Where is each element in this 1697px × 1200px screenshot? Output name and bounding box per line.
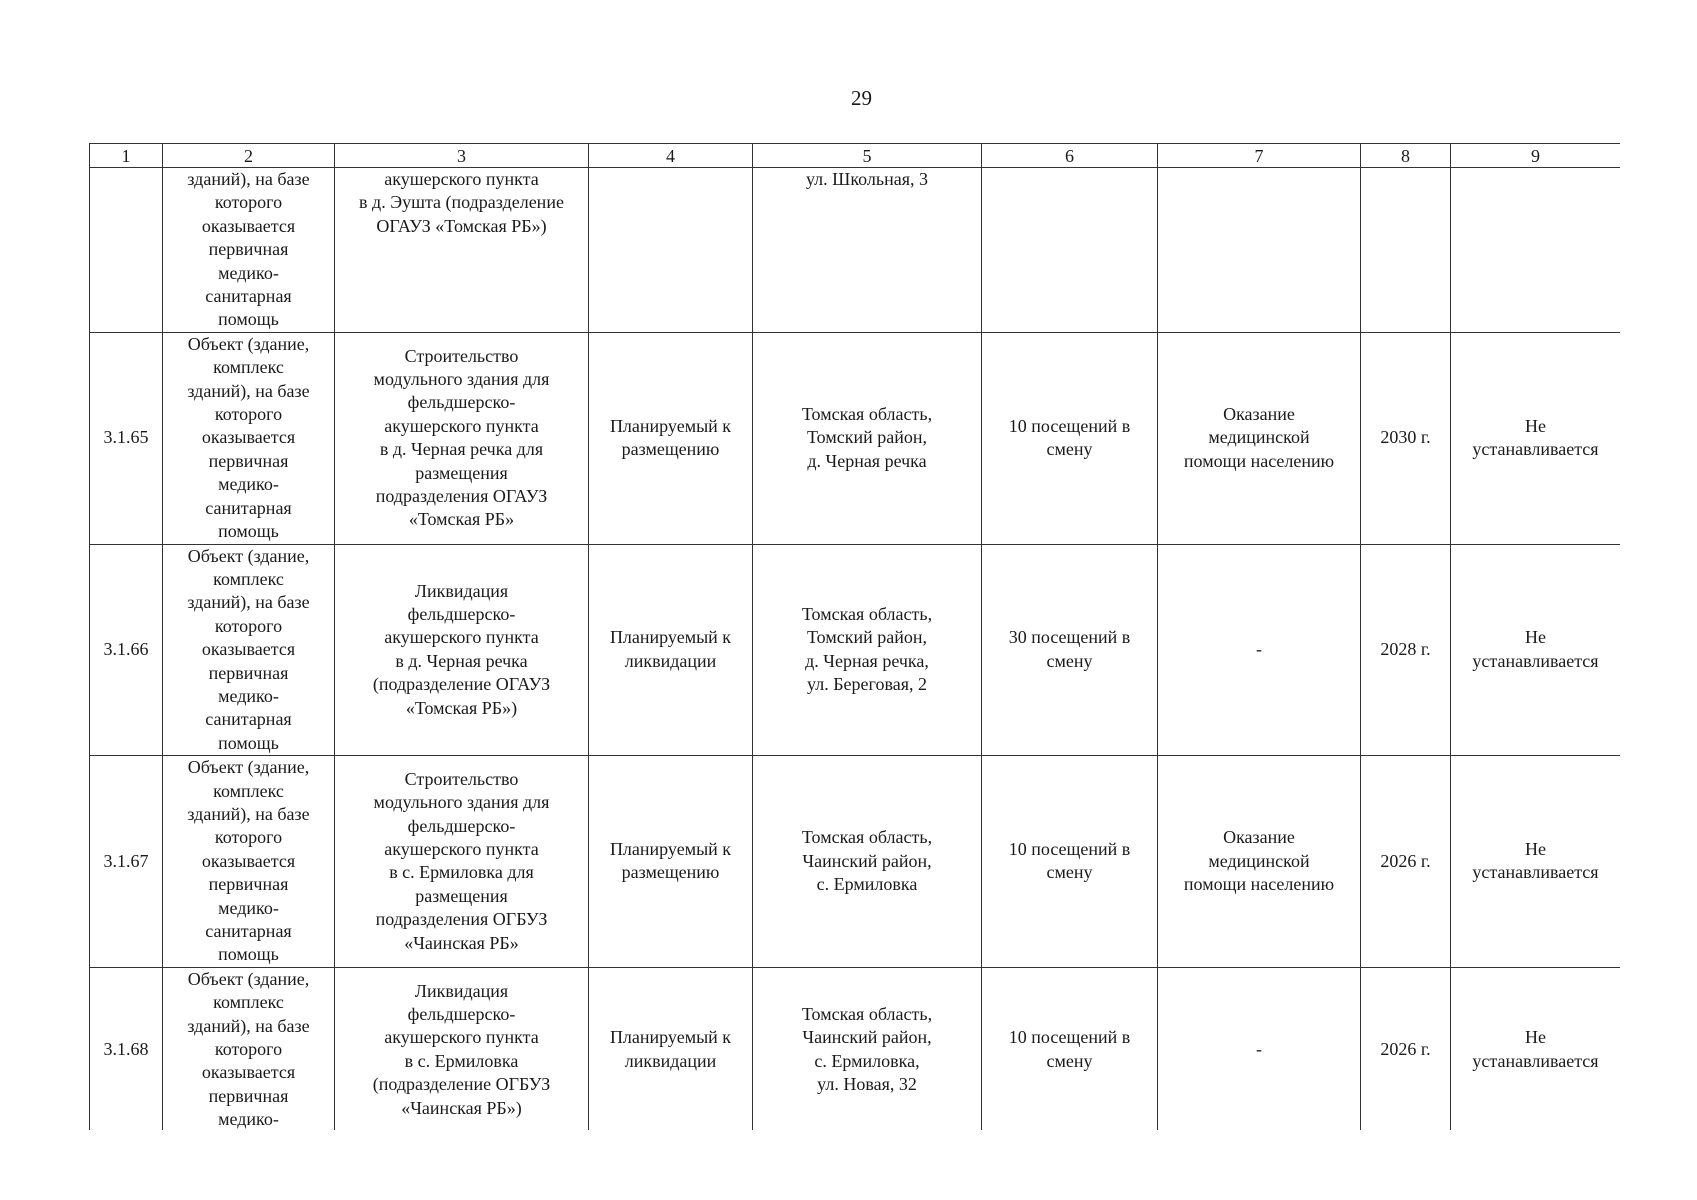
cell-object-type — [163, 756, 335, 968]
cell-text-line: оказывается — [201, 850, 296, 871]
header-col-4: 4 — [589, 144, 753, 168]
cell-text-line: первичная — [208, 450, 289, 471]
table-row — [90, 544, 1621, 756]
cell-text-line: медицинской — [1208, 850, 1310, 871]
cell-text-line: «Чаинская РБ» — [404, 932, 519, 953]
cell-text-line: которого — [214, 192, 283, 213]
cell-text-line: «Томская РБ» — [408, 509, 515, 530]
cell-text-line: Оказание — [1223, 827, 1295, 848]
cell-text-line: первичная — [208, 1085, 289, 1106]
cell-capacity — [982, 332, 1158, 544]
cell-text-line: Томский район, — [807, 427, 927, 448]
cell-text-line: зданий), на базе — [187, 592, 310, 613]
header-row — [90, 144, 1621, 168]
cell-text-line: первичная — [208, 662, 289, 683]
cell-purpose — [1158, 544, 1361, 756]
cell-capacity — [982, 967, 1158, 1130]
cell-object-type — [163, 168, 335, 333]
cell-zone — [1451, 332, 1621, 544]
cell-text-line: с. Ермиловка — [816, 874, 918, 895]
cell-number: 3.1.68 — [90, 967, 163, 1130]
cell-text-line: устанавливается — [1472, 862, 1599, 883]
cell-text-line: санитарная — [205, 286, 292, 307]
cell-purpose — [1158, 756, 1361, 968]
cell-text-line: 10 посещений в — [1008, 839, 1131, 860]
cell-text-line: оказывается — [201, 1062, 296, 1083]
cell-text-line: с. Ермиловка, — [814, 1050, 920, 1071]
cell-number — [90, 168, 163, 333]
cell-text-line: Ликвидация — [414, 980, 509, 1001]
header-col-5: 5 — [753, 144, 982, 168]
cell-text-line: медико- — [218, 685, 279, 706]
cell-text-line: Не — [1525, 839, 1546, 860]
header-col-9: 9 — [1451, 144, 1621, 168]
cell-location — [753, 544, 982, 756]
cell-text-line: д. Черная речка, — [805, 650, 929, 671]
cell-text-line: размещению — [621, 862, 720, 883]
cell-object-name — [335, 168, 589, 333]
cell-text-line: оказывается — [201, 427, 296, 448]
cell-text-line: которого — [214, 404, 283, 425]
cell-text-line: Планируемый к — [609, 839, 732, 860]
cell-text-line: размещения — [415, 462, 508, 483]
cell-text-line: - — [1256, 639, 1262, 660]
cell-object-name — [335, 332, 589, 544]
table-body — [90, 168, 1621, 1131]
cell-text-line: модульного здания для — [373, 368, 550, 389]
cell-status — [589, 756, 753, 968]
cell-text-line: Томская область, — [801, 404, 933, 425]
header-col-2: 2 — [163, 144, 335, 168]
cell-text-line: фельдшерско- — [407, 815, 516, 836]
cell-text-line: Планируемый к — [609, 1027, 732, 1048]
cell-text-line: ул. Новая, 32 — [817, 1074, 917, 1095]
cell-object-name — [335, 756, 589, 968]
header-col-1: 1 — [90, 144, 163, 168]
cell-text-line: санитарная — [205, 497, 292, 518]
cell-text-line: устанавливается — [1472, 439, 1599, 460]
cell-text-line: устанавливается — [1472, 650, 1599, 671]
cell-text-line: медицинской — [1208, 427, 1310, 448]
cell-text-line: смену — [1046, 862, 1093, 883]
cell-number: 3.1.65 — [90, 332, 163, 544]
cell-capacity — [982, 756, 1158, 968]
cell-text-line: комплекс — [213, 992, 284, 1013]
cell-text-line: фельдшерско- — [407, 1003, 516, 1024]
cell-text-line: акушерского пункта — [384, 839, 539, 860]
cell-zone — [1451, 544, 1621, 756]
cell-number: 3.1.67 — [90, 756, 163, 968]
cell-text-line: первичная — [208, 239, 289, 260]
cell-year: 2030 г. — [1361, 332, 1451, 544]
cell-text-line: помощь — [218, 521, 279, 542]
cell-text-line: размещению — [621, 439, 720, 460]
cell-object-type — [163, 967, 335, 1130]
cell-text-line: в д. Черная речка — [395, 650, 528, 671]
cell-text-line: подразделения ОГБУЗ — [375, 909, 548, 930]
table-row-continuation — [90, 168, 1621, 333]
cell-text-line: которого — [214, 827, 283, 848]
cell-text-line: ликвидации — [624, 1050, 717, 1071]
cell-text-line: в с. Ермиловка для — [389, 862, 534, 883]
cell-text-line: акушерского пункта — [384, 415, 539, 436]
cell-text-line: Томский район, — [807, 627, 927, 648]
cell-text-line: Строительство — [404, 345, 519, 366]
cell-year: 2026 г. — [1361, 756, 1451, 968]
cell-text-line: фельдшерско- — [407, 392, 516, 413]
cell-text-line: зданий), на базе — [187, 803, 310, 824]
cell-text-line: в д. Эушта (подразделение — [359, 192, 564, 213]
cell-capacity — [982, 168, 1158, 333]
cell-text-line: санитарная — [205, 709, 292, 730]
cell-object-type — [163, 544, 335, 756]
cell-text-line: размещения — [415, 885, 508, 906]
cell-text-line: зданий), на базе — [187, 1015, 310, 1036]
cell-zone — [1451, 756, 1621, 968]
cell-text-line: помощи населению — [1183, 450, 1335, 471]
header-col-8: 8 — [1361, 144, 1451, 168]
cell-text-line: ликвидации — [624, 650, 717, 671]
cell-text-line: помощь — [218, 309, 279, 330]
cell-text-line: устанавливается — [1472, 1050, 1599, 1071]
header-col-7: 7 — [1158, 144, 1361, 168]
cell-zone — [1451, 967, 1621, 1130]
cell-object-type — [163, 332, 335, 544]
cell-location — [753, 756, 982, 968]
cell-text-line: «Томская РБ») — [405, 697, 518, 718]
cell-year — [1361, 168, 1451, 333]
cell-text-line: (подразделение ОГБУЗ — [372, 1074, 551, 1095]
cell-purpose — [1158, 168, 1361, 333]
cell-text-line: 10 посещений в — [1008, 415, 1131, 436]
cell-text-line: д. Черная речка — [807, 450, 927, 471]
cell-location — [753, 332, 982, 544]
cell-text-line: модульного здания для — [373, 792, 550, 813]
planning-table-container — [89, 143, 1620, 1130]
cell-purpose — [1158, 967, 1361, 1130]
cell-text-line: первичная — [208, 874, 289, 895]
cell-text-line: 10 посещений в — [1008, 1027, 1131, 1048]
cell-text-line: подразделения ОГАУЗ — [375, 485, 548, 506]
cell-text-line: акушерского пункта — [384, 1027, 539, 1048]
cell-text-line: Оказание — [1223, 404, 1295, 425]
cell-text-line: акушерского пункта — [384, 627, 539, 648]
cell-number: 3.1.66 — [90, 544, 163, 756]
cell-text-line: Чаинский район, — [802, 850, 932, 871]
cell-text-line: санитарная — [205, 921, 292, 941]
cell-text-line: зданий), на базе — [187, 380, 310, 401]
cell-year: 2028 г. — [1361, 544, 1451, 756]
header-col-6: 6 — [982, 144, 1158, 168]
cell-text-line: оказывается — [201, 215, 296, 236]
cell-text-line: ОГАУЗ «Томская РБ») — [376, 215, 547, 236]
cell-text-line: ул. Школьная, 3 — [805, 169, 929, 189]
cell-text-line: Объект (здание, — [187, 968, 310, 989]
cell-text-line: комплекс — [213, 780, 284, 801]
cell-text-line: смену — [1046, 1050, 1093, 1071]
cell-text-line: Не — [1525, 627, 1546, 648]
cell-text-line: Томская область, — [801, 604, 933, 625]
cell-text-line: смену — [1046, 650, 1093, 671]
cell-text-line: Строительство — [404, 768, 519, 789]
cell-text-line: 30 посещений в — [1008, 627, 1131, 648]
cell-location — [753, 967, 982, 1130]
cell-text-line: (подразделение ОГАУЗ — [372, 674, 551, 695]
cell-text-line: помощь — [218, 944, 279, 965]
cell-text-line: ул. Береговая, 2 — [807, 674, 927, 695]
cell-object-name — [335, 967, 589, 1130]
cell-zone — [1451, 168, 1621, 333]
cell-status — [589, 168, 753, 333]
header-col-3: 3 — [335, 144, 589, 168]
cell-text-line: Объект (здание, — [187, 757, 310, 778]
cell-text-line: которого — [214, 1039, 283, 1060]
cell-text-line: - — [1256, 1039, 1262, 1060]
cell-text-line: Ликвидация — [414, 580, 509, 601]
cell-location — [753, 168, 982, 333]
cell-text-line: Объект (здание, — [187, 333, 310, 354]
cell-text-line: помощь — [218, 732, 279, 753]
cell-text-line: комплекс — [213, 357, 284, 378]
cell-text-line: Томская область, — [801, 1003, 933, 1024]
cell-text-line: помощи населению — [1183, 874, 1335, 895]
cell-text-line: Чаинский район, — [802, 1027, 932, 1048]
cell-status — [589, 544, 753, 756]
cell-text-line: медико- — [218, 897, 279, 918]
cell-text-line: медико- — [218, 262, 279, 283]
cell-purpose — [1158, 332, 1361, 544]
page-number: 29 — [851, 86, 872, 110]
cell-text-line: акушерского пункта — [384, 169, 539, 189]
cell-text-line: которого — [214, 615, 283, 636]
cell-status — [589, 967, 753, 1130]
cell-text-line: Планируемый к — [609, 415, 732, 436]
cell-text-line: Не — [1525, 415, 1546, 436]
cell-text-line: фельдшерско- — [407, 604, 516, 625]
cell-text-line: «Чаинская РБ») — [401, 1097, 522, 1118]
cell-object-name — [335, 544, 589, 756]
cell-text-line: Не — [1525, 1027, 1546, 1048]
cell-text-line: медико- — [218, 1109, 279, 1130]
table-row — [90, 967, 1621, 1130]
cell-text-line: смену — [1046, 439, 1093, 460]
table-row — [90, 756, 1621, 968]
cell-text-line: медико- — [218, 474, 279, 495]
cell-text-line: в с. Ермиловка — [404, 1050, 519, 1071]
cell-status — [589, 332, 753, 544]
table-row — [90, 332, 1621, 544]
cell-text-line: Планируемый к — [609, 627, 732, 648]
cell-capacity — [982, 544, 1158, 756]
planning-table — [89, 143, 1620, 1130]
cell-text-line: Томская область, — [801, 827, 933, 848]
cell-text-line: оказывается — [201, 639, 296, 660]
cell-text-line: зданий), на базе — [187, 169, 310, 189]
cell-text-line: Объект (здание, — [187, 545, 310, 566]
cell-year: 2026 г. — [1361, 967, 1451, 1130]
cell-text-line: комплекс — [213, 568, 284, 589]
cell-text-line: в д. Черная речка для — [379, 439, 544, 460]
